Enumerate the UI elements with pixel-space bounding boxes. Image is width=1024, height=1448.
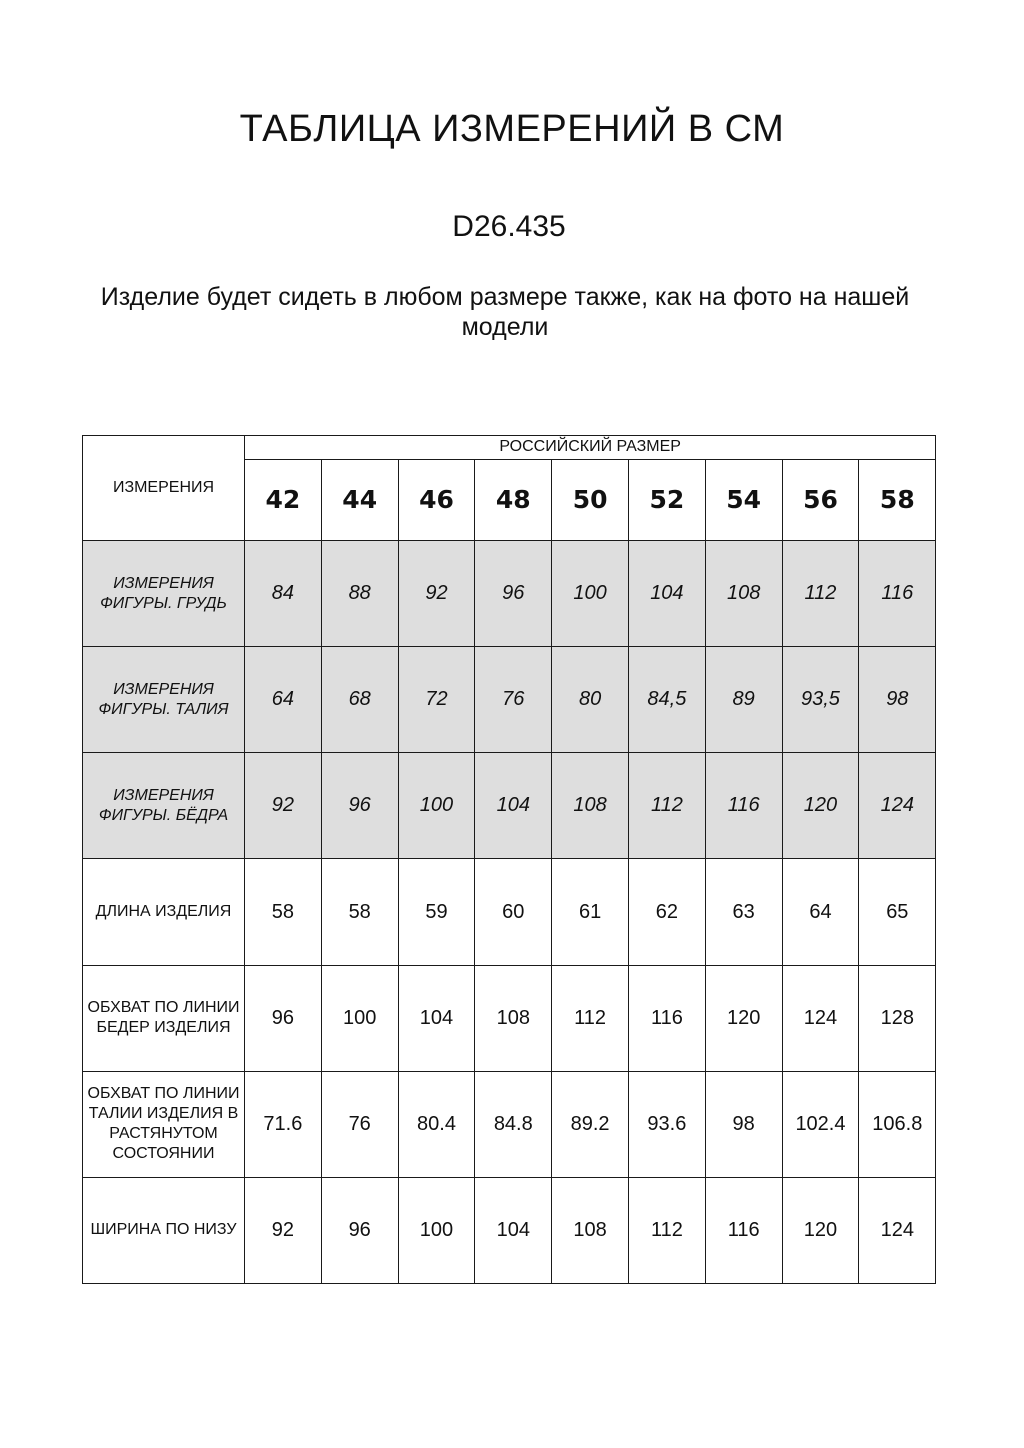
corner-label: ИЗМЕРЕНИЯ: [83, 436, 245, 541]
size-chart-table: [82, 435, 936, 1284]
table-cell: 124: [859, 753, 936, 859]
table-cell: 108: [552, 1177, 629, 1283]
table-cell: 93,5: [782, 647, 859, 753]
table-row: [83, 1177, 936, 1283]
table-cell: 128: [859, 965, 936, 1071]
table-cell: 76: [475, 647, 552, 753]
table-cell: 65: [859, 859, 936, 965]
table-cell: 58: [321, 859, 398, 965]
table-cell: 102.4: [782, 1071, 859, 1177]
russian-size-header: РОССИЙСКИЙ РАЗМЕР: [245, 436, 936, 460]
table-cell: 108: [705, 541, 782, 647]
row-label: ДЛИНА ИЗДЕЛИЯ: [83, 859, 245, 965]
table-cell: 71.6: [245, 1071, 322, 1177]
table-row: [83, 965, 936, 1071]
table-cell: 63: [705, 859, 782, 965]
table-cell: 108: [475, 965, 552, 1071]
table-cell: 100: [398, 1177, 475, 1283]
table-cell: 84: [245, 541, 322, 647]
row-label: ОБХВАТ ПО ЛИНИИ БЕДЕР ИЗДЕЛИЯ: [83, 965, 245, 1071]
table-cell: 62: [628, 859, 705, 965]
table-cell: 108: [552, 753, 629, 859]
table-cell: 93.6: [628, 1071, 705, 1177]
table-cell: 84,5: [628, 647, 705, 753]
table-cell: 84.8: [475, 1071, 552, 1177]
table-cell: 64: [782, 859, 859, 965]
row-label: ИЗМЕРЕНИЯ ФИГУРЫ. ГРУДЬ: [83, 541, 245, 647]
size-header-cell: 50: [552, 459, 629, 540]
row-label: ИЗМЕРЕНИЯ ФИГУРЫ. ТАЛИЯ: [83, 647, 245, 753]
page-title: ТАБЛИЦА ИЗМЕРЕНИЙ В СМ: [239, 108, 785, 150]
table-cell: 100: [321, 965, 398, 1071]
table-cell: 112: [782, 541, 859, 647]
table-cell: 59: [398, 859, 475, 965]
table-cell: 104: [475, 1177, 552, 1283]
header-row-group: [83, 436, 936, 460]
table-cell: 92: [398, 541, 475, 647]
table-cell: 112: [628, 753, 705, 859]
size-header-cell: 44: [321, 459, 398, 540]
table-cell: 120: [782, 1177, 859, 1283]
table-cell: 61: [552, 859, 629, 965]
row-label: ОБХВАТ ПО ЛИНИИ ТАЛИИ ИЗДЕЛИЯ В РАСТЯНУТОМ СОСТОЯНИИ: [83, 1071, 245, 1177]
size-header-cell: 52: [628, 459, 705, 540]
table-cell: 104: [398, 965, 475, 1071]
table-cell: 68: [321, 647, 398, 753]
table-row: [83, 859, 936, 965]
table-cell: 98: [705, 1071, 782, 1177]
size-header-cell: 48: [475, 459, 552, 540]
table-cell: 124: [859, 1177, 936, 1283]
size-header-cell: 46: [398, 459, 475, 540]
table-row: [83, 647, 936, 753]
table-cell: 104: [628, 541, 705, 647]
table-cell: 100: [552, 541, 629, 647]
table-cell: 80: [552, 647, 629, 753]
table-cell: 116: [705, 1177, 782, 1283]
table-row: [83, 1071, 936, 1177]
table-cell: 58: [245, 859, 322, 965]
table-cell: 116: [628, 965, 705, 1071]
table-row: [83, 753, 936, 859]
size-header-cell: 42: [245, 459, 322, 540]
table-body: [83, 541, 936, 1284]
table-cell: 96: [321, 753, 398, 859]
table-cell: 96: [475, 541, 552, 647]
row-label: ШИРИНА ПО НИЗУ: [83, 1177, 245, 1283]
table-row: [83, 541, 936, 647]
table-cell: 116: [705, 753, 782, 859]
table-cell: 96: [245, 965, 322, 1071]
table-cell: 80.4: [398, 1071, 475, 1177]
table-cell: 112: [552, 965, 629, 1071]
table-cell: 116: [859, 541, 936, 647]
table-cell: 89.2: [552, 1071, 629, 1177]
size-header-cell: 56: [782, 459, 859, 540]
table-cell: 106.8: [859, 1071, 936, 1177]
table-cell: 92: [245, 753, 322, 859]
table-cell: 88: [321, 541, 398, 647]
table-cell: 98: [859, 647, 936, 753]
table-cell: 120: [782, 753, 859, 859]
table-cell: 76: [321, 1071, 398, 1177]
size-header-cell: 54: [705, 459, 782, 540]
table-cell: 92: [245, 1177, 322, 1283]
table-cell: 104: [475, 753, 552, 859]
table-cell: 96: [321, 1177, 398, 1283]
table-cell: 100: [398, 753, 475, 859]
table-cell: 112: [628, 1177, 705, 1283]
table-cell: 124: [782, 965, 859, 1071]
table-cell: 120: [705, 965, 782, 1071]
article-number: D26.435: [452, 210, 566, 243]
fit-note: Изделие будет сидеть в любом размере также, как на фото на нашей модели: [100, 283, 910, 341]
table-cell: 72: [398, 647, 475, 753]
table-cell: 89: [705, 647, 782, 753]
table-cell: 64: [245, 647, 322, 753]
row-label: ИЗМЕРЕНИЯ ФИГУРЫ. БЁДРА: [83, 753, 245, 859]
size-header-cell: 58: [859, 459, 936, 540]
table-cell: 60: [475, 859, 552, 965]
